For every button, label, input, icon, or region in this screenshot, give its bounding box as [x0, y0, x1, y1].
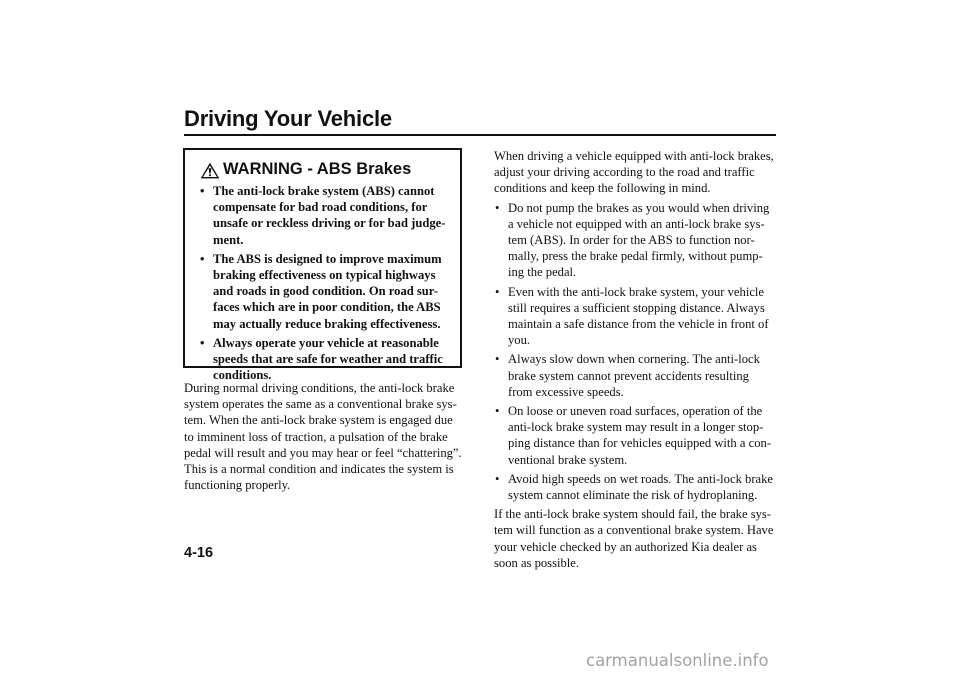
bullet: • — [200, 184, 205, 198]
warning-item: • Always operate your vehicle at reasonable speeds that are safe for weather and traffic conditions. — [200, 335, 443, 383]
list-item: • Avoid high speeds on wet roads. The anti-lock brake system cannot eliminate the risk of hydroplaning. — [495, 471, 773, 503]
driving-tips-list — [494, 200, 778, 504]
warning-title: WARNING - ABS Brakes — [223, 160, 412, 178]
bullet: • — [495, 200, 500, 215]
bullet: • — [495, 404, 500, 419]
watermark-text: carmanualsonline.info — [586, 651, 769, 670]
warning-heading — [200, 160, 411, 179]
bullet: • — [495, 284, 500, 299]
list-item: • On loose or uneven road surfaces, operation of the anti-lock brake system may result in a longer stop- ping distance than for vehicles equipped with a con- ventional brake system. — [495, 404, 771, 467]
bullet: • — [495, 352, 500, 367]
intro-paragraph: When driving a vehicle equipped with anti-lock brakes, adjust your driving according to the road and traffic conditions and keep the following in mind. — [494, 149, 774, 196]
abs-operation-paragraph: During normal driving conditions, the anti-lock brake system operates the same as a conventional brake sys- tem. When the anti-lock brake system is engaged due to imminent loss of traction, a pulsation of the brake pedal will result and you may hear or feel “chattering”. This is a normal condition and indicates the system is functioning properly. — [184, 381, 462, 493]
page-number: 4-16 — [184, 545, 214, 561]
warning-triangle-icon — [200, 162, 220, 179]
list-item: • Do not pump the brakes as you would when driving a vehicle not equipped with an anti-lock brake sys- tem (ABS). In order for the ABS to function nor- mally, press the brake pedal firmly, without pump- ing the pedal. — [495, 200, 770, 280]
closing-paragraph: If the anti-lock brake system should fail, the brake sys- tem will function as a conventional brake system. Have your vehicle checked by an authorized Kia dealer as soon as possible. — [494, 507, 774, 570]
bullet: • — [200, 251, 205, 266]
warning-box — [183, 148, 462, 383]
list-item: • Always slow down when cornering. The anti-lock brake system cannot prevent accidents resulting from excessive speeds. — [495, 352, 760, 399]
warning-list — [199, 183, 452, 386]
warning-item: • The ABS is designed to improve maximum braking effectiveness on typical highways and roads in good condition. On road sur- faces which are in poor condition, the ABS may actually reduce braking effectiveness. — [200, 251, 442, 331]
bullet: • — [200, 335, 205, 350]
warning-item: • The anti-lock brake system (ABS) cannot compensate for bad road conditions, for unsafe or reckless driving or for bad judge- ment. — [200, 184, 446, 247]
right-column — [494, 148, 778, 571]
bullet: • — [495, 471, 500, 486]
page-title: Driving Your Vehicle — [184, 106, 392, 131]
header-rule — [184, 134, 776, 136]
list-item: • Even with the anti-lock brake system, your vehicle still requires a sufficient stopping distance. Always maintain a safe distance from the vehicle in front of you. — [495, 284, 769, 348]
